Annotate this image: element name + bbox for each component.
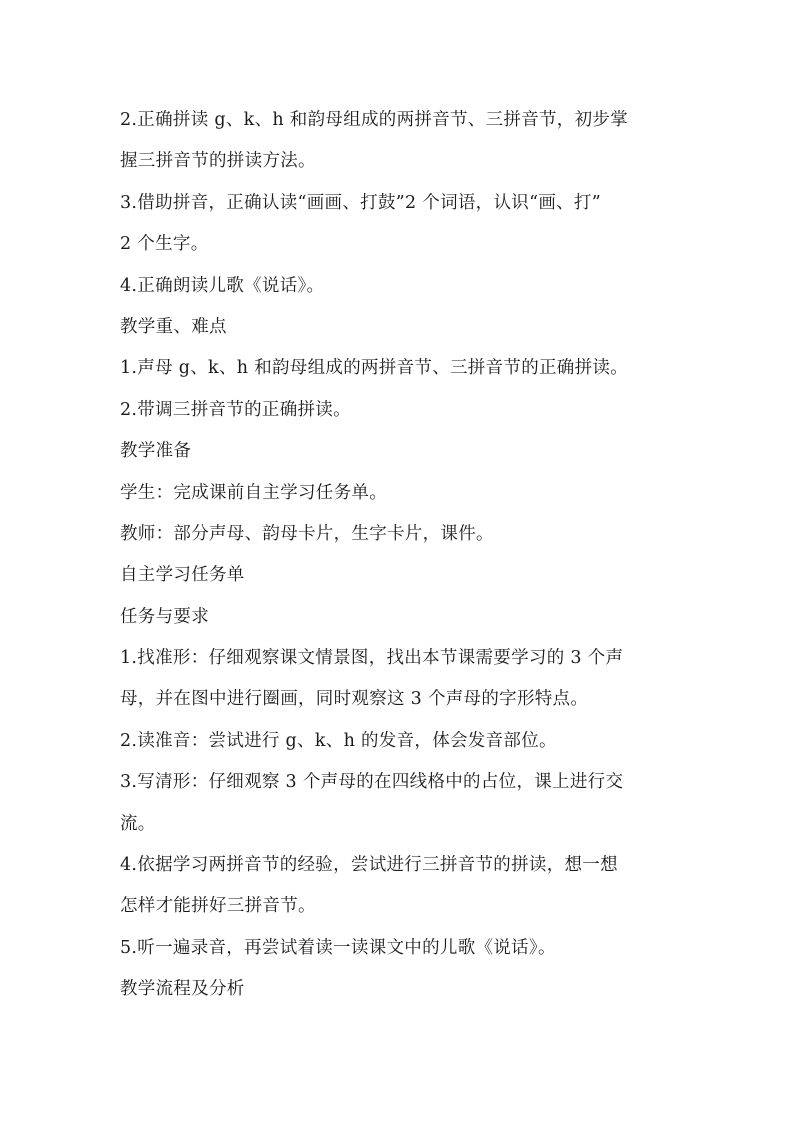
preparation-students: 学生：完成课前自主学习任务单。 — [120, 482, 387, 503]
task-3-line-2: 流。 — [120, 813, 156, 834]
objective-2-line-2: 握三拼音节的拼读方法。 — [120, 151, 316, 172]
document-body — [120, 100, 680, 1011]
section-heading-key-points: 教学重、难点 — [120, 316, 227, 337]
preparation-teacher: 教师：部分声母、韵母卡片，生字卡片，课件。 — [120, 523, 494, 544]
key-point-1: 1.声母 g、k、h 和韵母组成的两拼音节、三拼音节的正确拼读。 — [120, 358, 628, 379]
section-heading-teaching-process: 教学流程及分析 — [120, 979, 245, 1000]
task-5: 5.听一遍录音，再尝试着读一读课文中的儿歌《说话》。 — [120, 937, 556, 958]
objective-4: 4.正确朗读儿歌《说话》。 — [120, 275, 325, 296]
section-heading-self-study-sheet: 自主学习任务单 — [120, 565, 245, 586]
task-4-line-2: 怎样才能拼好三拼音节。 — [120, 896, 316, 917]
task-1-line-2: 母，并在图中进行圈画，同时观察这 3 个声母的字形特点。 — [120, 689, 589, 710]
task-3-line-1: 3.写清形：仔细观察 3 个声母的在四线格中的占位，课上进行交 — [120, 772, 624, 793]
section-heading-preparation: 教学准备 — [120, 441, 192, 462]
objective-3-line-1: 3.借助拼音，正确认读“画画、打鼓”2 个词语，认识“画、打” — [120, 192, 601, 213]
section-heading-tasks: 任务与要求 — [120, 606, 209, 627]
task-1-line-1: 1.找准形：仔细观察课文情景图，找出本节课需要学习的 3 个声 — [120, 648, 624, 669]
objective-2-line-1: 2.正确拼读 g、k、h 和韵母组成的两拼音节、三拼音节，初步掌 — [120, 110, 628, 130]
task-4-line-1: 4.依据学习两拼音节的经验，尝试进行三拼音节的拼读，想一想 — [120, 855, 618, 876]
objective-3-line-2: 2 个生字。 — [120, 234, 209, 255]
key-point-2: 2.带调三拼音节的正确拼读。 — [120, 399, 351, 420]
task-2: 2.读准音：尝试进行 g、k、h 的发音，体会发音部位。 — [120, 730, 557, 751]
